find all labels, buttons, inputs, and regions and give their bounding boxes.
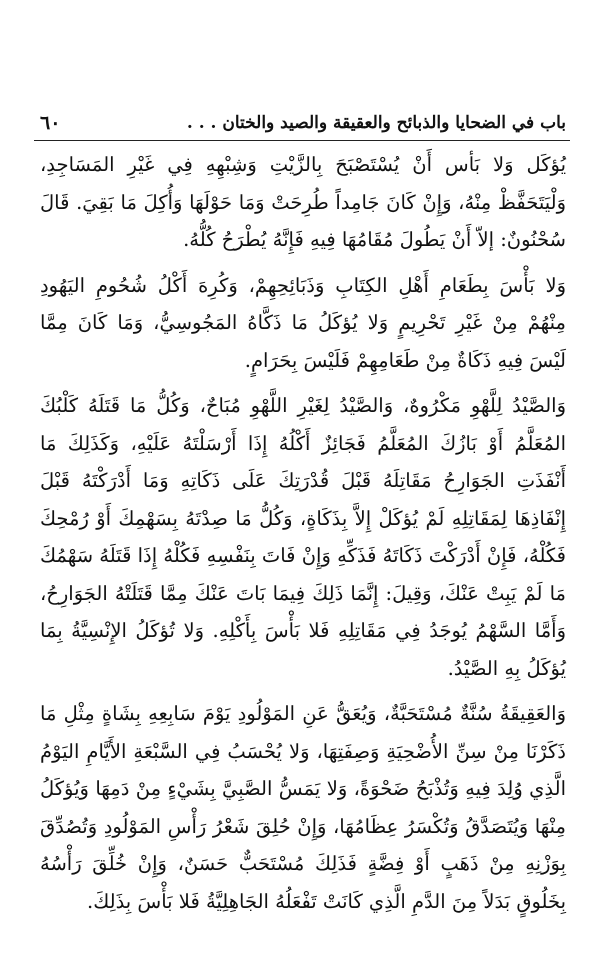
body-text xyxy=(40,146,566,920)
paragraph-3: وَالصَّيْدُ لِلَّهْوِ مَكْرُوهٌ، وَالصَّيْدُ لِغَيْرِ اللَّهْوِ مُبَاحٌ، وَكُلُّ مَا قَتَلَهُ كَلْبُكَ المُعَلَّمُ أَوْ بَازُكَ المُعَلَّمُ فَجَائِزٌ أَكْلُهُ إِذَا أَرْسَلْتَهُ عَلَيْهِ، وَكَذَلِكَ مَا أَنْفَذَتِ الجَوَارِحُ مَقَاتِلَهُ قَبْلَ قُدْرَتِكَ عَلَى ذَكَاتِهِ وَمَا أَدْرَكْتَهُ قَبْلَ إِنْفَاذِهَا لِمَقَاتِلِهِ لَمْ يُؤكَلْ إِلاَّ بِذَكَاةٍ، وَكُلُّ مَا صِدْتَهُ بِسَهْمِكَ أَوْ رُمْحِكَ فَكُلْهُ، فَإِنْ أَدْرَكْتَ ذَكَاتَهُ فَذَكِّهِ وَإِنْ فَاتَ بِنَفْسِهِ فَكُلْهُ إِذَا قَتَلَهُ سَهْمُكَ مَا لَمْ يَبِتْ عَنْكَ، وَقِيلَ: إِنَّمَا ذَلِكَ فِيمَا بَاتَ عَنْكَ مِمَّا قَتَلَتْهُ الجَوَارِحُ، وَأَمَّا السَّهْمُ يُوجَدُ فِي مَقَاتِلِهِ فَلا بَأْسَ بِأَكْلِهِ. وَلا تُؤكَلُ الإِنْسِيَّةُ بِمَا يُؤكَلُ بِهِ الصَّيْدُ. xyxy=(40,394,566,680)
paragraph-4: وَالعَقِيقَةُ سُنَّةٌ مُسْتَحَبَّةٌ، وَيُعَقُّ عَنِ المَوْلُودِ يَوْمَ سَابِعِهِ بِشَاةٍ مِثْلِ مَا ذَكَرْنَا مِنْ سِنِّ الأُضْحِيَةِ وَصِفَتِهَا، وَلا يُحْسَبُ فِي السَّبْعَةِ الأَيَّامِ اليَوْمُ الَّذِي وُلِدَ فِيهِ وَتُذْبَحُ ضَحْوَةً، وَلا يَمَسُّ الصَّبِيَّ بِشَيْءٍ مِنْ دَمِهَا وَيُؤكَلُ مِنْهَا وَيُتَصَدَّقُ وَتُكْسَرُ عِظَامُهَا، وَإِنْ حُلِقَ شَعْرُ رَأْسِ المَوْلُودِ وَتُصُدِّقَ بِوَزْنِهِ مِنْ ذَهَبٍ أَوْ فِضَّةٍ فَذَلِكَ مُسْتَحَبٌّ حَسَنٌ، وَإِنْ خُلِّقَ رَأْسُهُ بِخَلُوقٍ بَدَلاً مِنَ الدَّمِ الَّذِي كَانَتْ تَفْعَلُهُ الجَاهِلِيَّةُ فَلا بَأْسَ بِذَلِكَ. xyxy=(40,702,566,913)
header-divider xyxy=(34,140,570,141)
paragraph-2: وَلا بَأْسَ بِطَعَامِ أَهْلِ الكِتَابِ وَذَبَائِحِهِمْ، وَكُرِهَ أَكْلُ شُحُومِ اليَهُودِ مِنْهُمْ مِنْ غَيْرِ تَحْرِيمٍ وَلا يُؤكَلُ مَا ذَكَّاهُ المَجُوسِيُّ، وَمَا كَانَ مِمَّا لَيْسَ فِيهِ ذَكَاةٌ مِنْ طَعَامِهِمْ فَلَيْسَ بِحَرَامٍ. xyxy=(40,273,566,372)
paragraph-1: يُؤكَل وَلا بَأس أَنْ يُسْتَصْبَحَ بِالزَّيْتِ وَشِبْهِهِ فِي غَيْرِ المَسَاجِدِ، وَلْيَتَحَفَّظْ مِنْهُ، وَإِنْ كَانَ جَامِداً طُرِحَتْ وَمَا حَوْلَهَا وَأُكِلَ مَا بَقِيَ. قَالَ سُحْنُونٌ: إلاّ أَنْ يَطُولَ مُقَامُهَا فِيهِ فَإِنَّهُ يُطْرَحُ كُلُّهُ. xyxy=(40,153,566,251)
running-title: باب في الضحايا والذبائح والعقيقة والصيد والختان . . . xyxy=(186,113,566,133)
page-header xyxy=(40,108,566,138)
page-number: ٦٠ xyxy=(40,112,61,134)
